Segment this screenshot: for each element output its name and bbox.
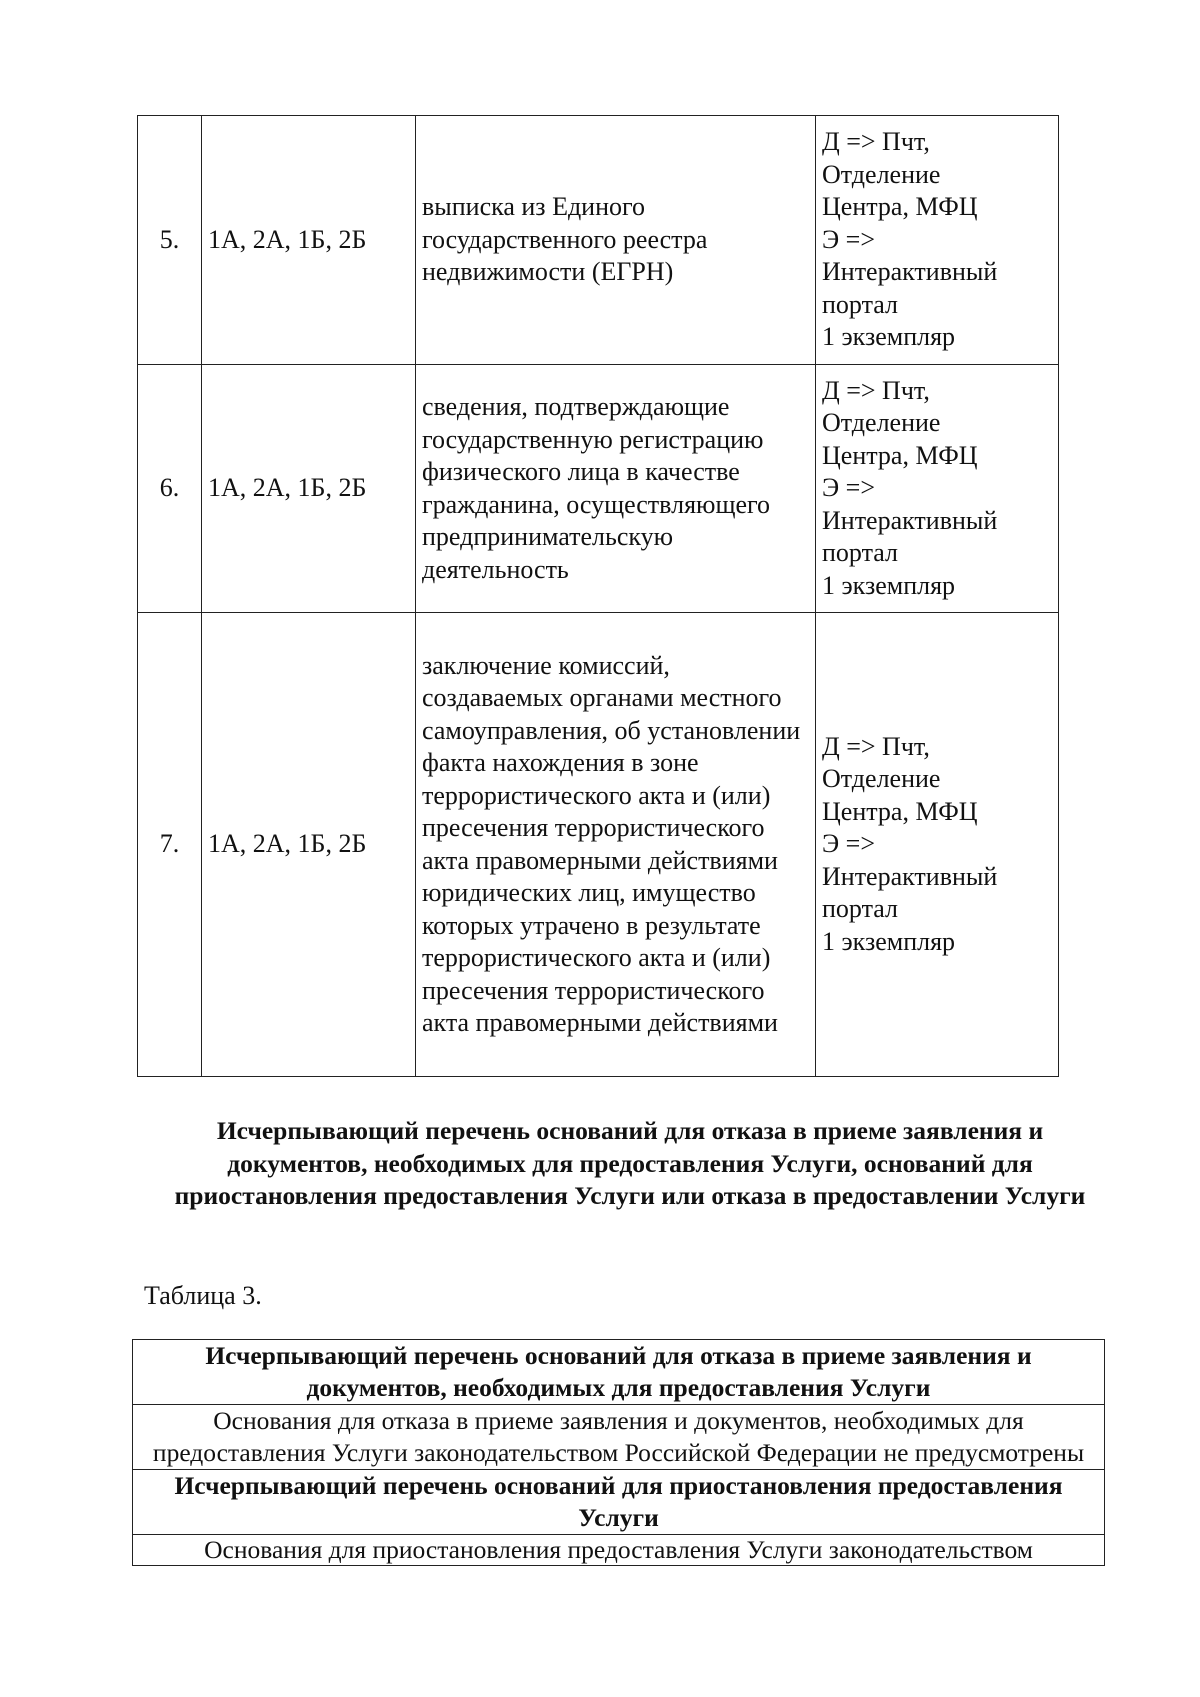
submission-line: Центра, МФЦ xyxy=(822,192,978,222)
submission-line: Центра, МФЦ xyxy=(822,796,978,826)
submission-line: портал xyxy=(822,289,898,319)
table-row xyxy=(138,613,1059,1077)
submission-line: Д => Пчт, xyxy=(822,127,930,157)
submission-line: Интерактивный xyxy=(822,861,998,891)
submission-method xyxy=(816,365,1059,613)
submission-method xyxy=(816,116,1059,365)
submission-method xyxy=(816,613,1059,1077)
row-number: 7. xyxy=(138,613,202,1077)
submission-line: 1 экземпляр xyxy=(822,570,956,600)
submission-line: Э => xyxy=(822,829,875,859)
submission-line: Отделение xyxy=(822,764,941,794)
grounds-text-cell: Основания для отказа в приеме заявления и документов, необходимых для предоставления Услуги законодательством Российской Федерации не предусмотрены xyxy=(133,1405,1105,1470)
row-number: 6. xyxy=(138,365,202,613)
table-row xyxy=(133,1340,1105,1405)
submission-line: Д => Пчт, xyxy=(822,375,930,405)
submission-line: Центра, МФЦ xyxy=(822,440,978,470)
table-row xyxy=(133,1470,1105,1535)
grounds-table xyxy=(132,1339,1105,1566)
submission-line: Э => xyxy=(822,224,875,254)
submission-line: 1 экземпляр xyxy=(822,926,956,956)
row-number: 5. xyxy=(138,116,202,365)
submission-line: Д => Пчт, xyxy=(822,731,930,761)
documents-table xyxy=(137,115,1059,1077)
submission-line: 1 экземпляр xyxy=(822,322,956,352)
submission-line: Э => xyxy=(822,473,875,503)
applicant-categories: 1А, 2А, 1Б, 2Б xyxy=(202,613,416,1077)
applicant-categories: 1А, 2А, 1Б, 2Б xyxy=(202,116,416,365)
submission-line: портал xyxy=(822,894,898,924)
document-name: сведения, подтверждающие государственную регистрацию физического лица в качестве гражданина, осуществляющего предпринимательскую деятельность xyxy=(416,365,816,613)
grounds-heading-cell: Исчерпывающий перечень оснований для отказа в приеме заявления и документов, необходимых для предоставления Услуги xyxy=(133,1340,1105,1405)
table-row xyxy=(138,116,1059,365)
applicant-categories: 1А, 2А, 1Б, 2Б xyxy=(202,365,416,613)
submission-line: портал xyxy=(822,538,898,568)
table-row xyxy=(138,365,1059,613)
document-name: заключение комиссий, создаваемых органами местного самоуправления, об установлении факта нахождения в зоне террористического акта и (или) пресечения террористического акта правомерными действиями юридических лиц, имущество которых утрачено в результате террористического акта и (или) пресечения террористического акта правомерными действиями xyxy=(416,613,816,1077)
table-row xyxy=(133,1405,1105,1470)
submission-line: Интерактивный xyxy=(822,505,998,535)
grounds-heading-cell: Исчерпывающий перечень оснований для приостановления предоставления Услуги xyxy=(133,1470,1105,1535)
table-caption: Таблица 3. xyxy=(144,1281,262,1310)
submission-line: Отделение xyxy=(822,159,941,189)
grounds-text-cell: Основания для приостановления предоставления Услуги законодательством xyxy=(133,1535,1105,1566)
table-row xyxy=(133,1535,1105,1566)
section-heading: Исчерпывающий перечень оснований для отказа в приеме заявления и документов, необходимых для предоставления Услуги, оснований для приостановления предоставления Услуги или отказа в предоставлении Услуги xyxy=(174,1116,1086,1210)
document-name: выписка из Единого государственного реестра недвижимости (ЕГРН) xyxy=(416,116,816,365)
submission-line: Интерактивный xyxy=(822,257,998,287)
submission-line: Отделение xyxy=(822,408,941,438)
